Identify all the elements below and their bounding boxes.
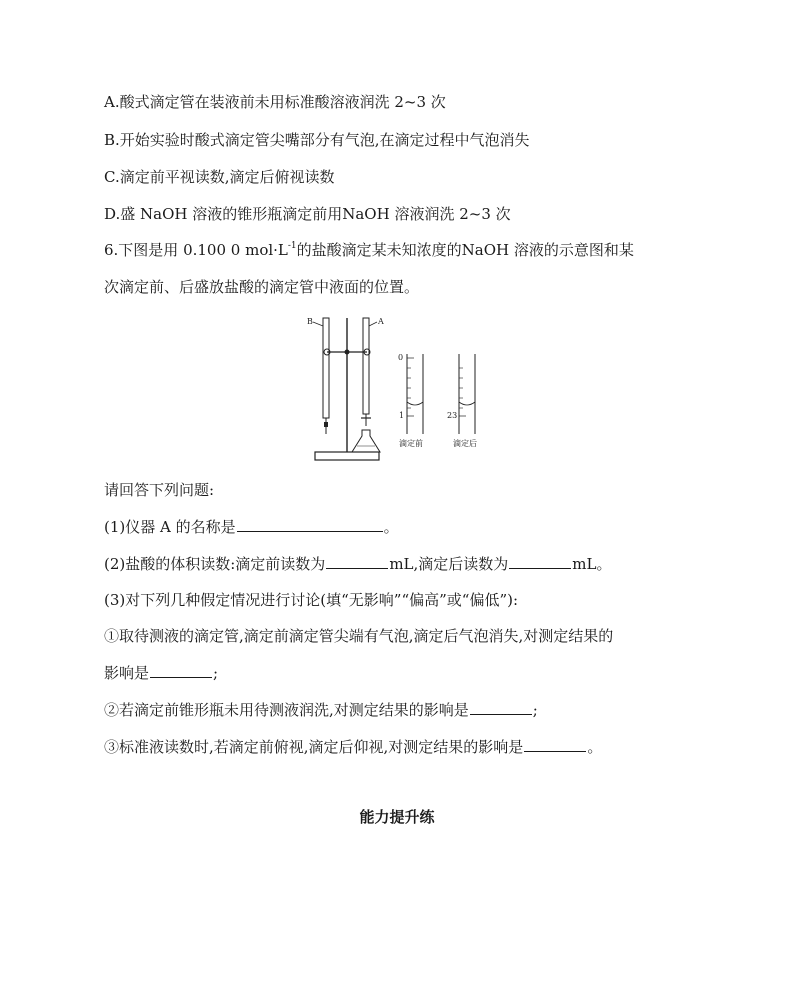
- question-3-item-2: [104, 700, 538, 720]
- q1-text: (1)仪器 A 的名称是: [104, 518, 236, 536]
- q2-before-blank[interactable]: [326, 554, 388, 569]
- scale-before-top: 0: [398, 353, 404, 362]
- q3-item3-end: 。: [587, 738, 603, 756]
- q3-item2-end: ;: [532, 701, 538, 719]
- q3-item1-text: 影响是: [104, 664, 150, 682]
- option-a: A.酸式滴定管在装液前未用标准酸溶液润洗 2~3 次: [104, 93, 446, 111]
- prompt-text: 请回答下列问题:: [104, 481, 215, 499]
- q3-item2-blank[interactable]: [470, 700, 532, 715]
- question-2: [104, 554, 611, 574]
- question-6-text-post: 的盐酸滴定某未知浓度的NaOH 溶液的示意图和某: [296, 241, 634, 259]
- q3-item1-end: ;: [213, 664, 219, 682]
- label-b: B: [307, 317, 313, 326]
- section-title: 能力提升练: [359, 808, 435, 826]
- question-3-item-1-line-2: [104, 663, 218, 683]
- option-c: C.滴定前平视读数,滴定后俯视读数: [104, 168, 335, 186]
- question-3-item-1-line-1: ①取待测液的滴定管,滴定前滴定管尖端有气泡,滴定后气泡消失,对测定结果的: [104, 627, 614, 645]
- q1-end: 。: [383, 518, 399, 536]
- question-6-line-1: [104, 240, 634, 260]
- q2-text: (2)盐酸的体积读数:滴定前读数为: [104, 555, 326, 573]
- question-3-intro: (3)对下列几种假定情况进行讨论(填“无影响”“偏高”或“偏低”):: [104, 591, 519, 609]
- label-a: A: [378, 317, 384, 326]
- q3-item1-blank[interactable]: [150, 663, 212, 678]
- q2-after-blank[interactable]: [509, 554, 571, 569]
- q3-item2-text: ②若滴定前锥形瓶未用待测液润洗,对测定结果的影响是: [104, 701, 469, 719]
- question-6-line-2: 次滴定前、后盛放盐酸的滴定管中液面的位置。: [104, 278, 420, 296]
- caption-before: 滴定前: [399, 439, 423, 448]
- question-6-text-pre: 6.下图是用 0.100 0 mol·L: [104, 241, 288, 259]
- titration-figure: [305, 312, 495, 464]
- q2-end: mL。: [572, 555, 612, 573]
- q1-answer-blank[interactable]: [237, 517, 383, 532]
- q3-item3-text: ③标准液读数时,若滴定前俯视,滴定后仰视,对测定结果的影响是: [104, 738, 524, 756]
- option-b: B.开始实验时酸式滴定管尖嘴部分有气泡,在滴定过程中气泡消失: [104, 131, 530, 149]
- question-3-item-3: [104, 737, 602, 757]
- caption-after: 滴定后: [453, 439, 477, 448]
- q3-item3-blank[interactable]: [524, 737, 586, 752]
- option-d: D.盛 NaOH 溶液的锥形瓶滴定前用NaOH 溶液润洗 2~3 次: [104, 205, 511, 223]
- scale-before-mark: 1: [399, 411, 405, 420]
- scale-after-mark: 23: [447, 411, 458, 420]
- question-1: [104, 517, 399, 537]
- q2-mid: mL,滴定后读数为: [389, 555, 509, 573]
- question-6-superscript: -1: [287, 241, 297, 251]
